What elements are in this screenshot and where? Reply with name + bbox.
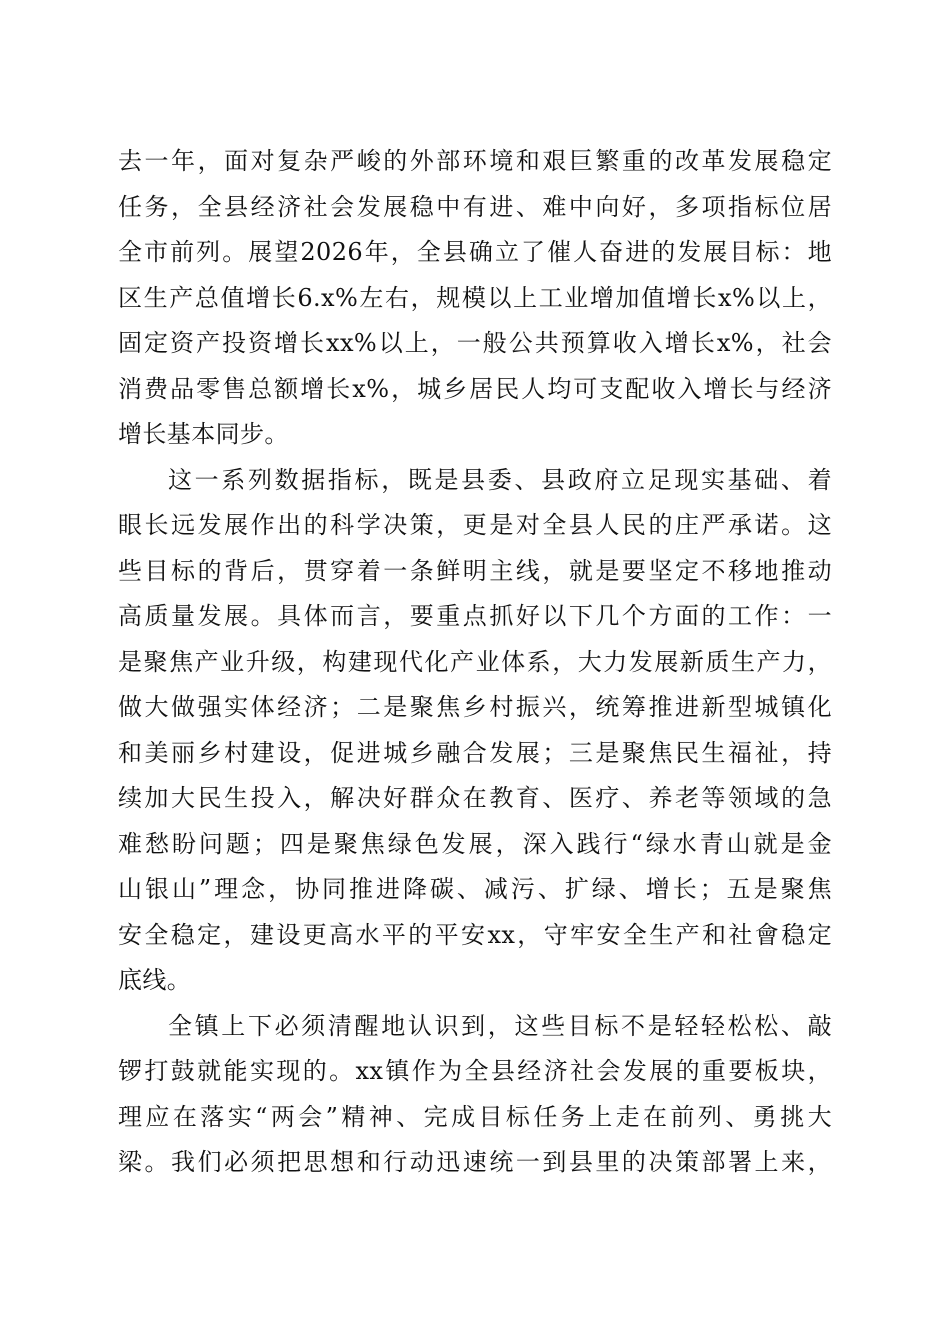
paragraph-line: 高质量发展。具体而言，要重点抓好以下几个方面的工作：一: [118, 602, 832, 630]
paragraph-line: 是聚焦产业升级，构建现代化产业体系，大力发展新质生产力，: [118, 647, 832, 676]
paragraph-line: 消费品零售总额增长x%，城乡居民人均可支配收入增长与经济: [118, 374, 832, 403]
paragraph-line: 去一年，面对复杂严峻的外部环境和艰巨繁重的改革发展稳定: [118, 147, 832, 175]
paragraph-line: 梁。我们必须把思想和行动迅速统一到县里的决策部署上来，: [118, 1148, 832, 1176]
paragraph-line: 山银山”理念，协同推进降碳、减污、扩绿、增长；五是聚焦: [118, 875, 832, 903]
paragraph-line: 锣打鼓就能实现的。xx镇作为全县经济社会发展的重要板块，: [118, 1057, 832, 1085]
paragraph-line: 任务，全县经济社会发展稳中有进、难中向好，多项指标位居: [118, 192, 832, 221]
paragraph-line: 全镇上下必须清醒地认识到，这些目标不是轻轻松松、敲: [168, 1011, 832, 1040]
paragraph-line: 些目标的背后，贯穿着一条鲜明主线，就是要坚定不移地推动: [118, 556, 832, 585]
paragraph-line: 这一系列数据指标，既是县委、县政府立足现实基础、着: [168, 465, 832, 494]
paragraph-line: 区生产总值增长6.x%左右，规模以上工业增加值增长x%以上，: [118, 283, 832, 312]
paragraph-line: 难愁盼问题；四是聚焦绿色发展，深入践行“绿水青山就是金: [118, 829, 832, 858]
paragraph-line: 全市前列。展望2026年，全县确立了催人奋进的发展目标：地: [118, 238, 832, 266]
paragraph-line: 做大做强实体经济；二是聚焦乡村振兴，统筹推进新型城镇化: [118, 693, 832, 721]
paragraph-line: 底线。: [118, 966, 192, 994]
paragraph-line: 安全稳定，建设更高水平的平安xx，守牢安全生产和社會稳定: [118, 920, 832, 949]
paragraph-line: 固定资产投资增长xx%以上，一般公共预算收入增长x%，社会: [118, 329, 832, 357]
paragraph-line: 和美丽乡村建设，促进城乡融合发展；三是聚焦民生福祉，持: [118, 738, 832, 767]
paragraph-line: 增长基本同步。: [118, 420, 289, 448]
paragraph-line: 理应在落实“两会”精神、完成目标任务上走在前列、勇挑大: [118, 1102, 832, 1131]
document-body: [118, 139, 832, 1186]
paragraph-line: 眼长远发展作出的科学决策，更是对全县人民的庄严承诺。这: [118, 511, 832, 539]
paragraph-line: 续加大民生投入，解决好群众在教育、医疗、养老等领域的急: [118, 784, 832, 812]
